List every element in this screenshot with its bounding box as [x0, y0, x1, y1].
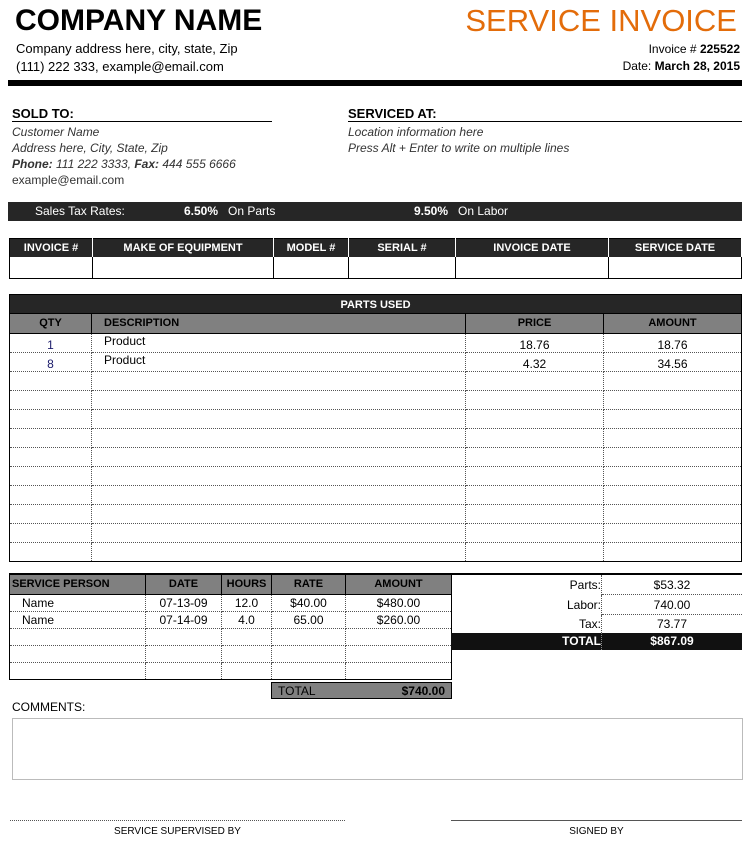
parts-cell[interactable] — [466, 409, 604, 428]
equipment-header: MAKE OF EQUIPMENT — [93, 239, 274, 258]
labor-cell[interactable] — [10, 662, 146, 679]
equipment-table — [9, 238, 742, 279]
parts-cell[interactable] — [604, 523, 742, 542]
parts-cell[interactable] — [466, 428, 604, 447]
parts-row — [10, 409, 742, 428]
labor-total-label: TOTAL — [278, 684, 316, 698]
equipment-cell[interactable] — [10, 257, 93, 278]
invoice-date-label: Date: — [622, 59, 652, 73]
parts-cell[interactable] — [92, 504, 466, 523]
labor-row — [10, 662, 452, 679]
parts-cell[interactable] — [604, 485, 742, 504]
equipment-cell[interactable] — [93, 257, 274, 278]
parts-cell[interactable] — [604, 447, 742, 466]
parts-cell[interactable] — [604, 390, 742, 409]
equipment-header: SERVICE DATE — [609, 239, 742, 258]
labor-cell[interactable] — [272, 628, 346, 645]
labor-header: SERVICE PERSON — [10, 574, 146, 594]
invoice-number-label: Invoice # — [648, 42, 697, 56]
parts-tax-label: On Parts — [228, 204, 276, 218]
parts-row — [10, 352, 742, 371]
parts-cell[interactable] — [10, 447, 92, 466]
parts-used-title: PARTS USED — [9, 294, 742, 314]
parts-cell[interactable]: 18.76 — [466, 333, 604, 352]
phone-label: Phone: — [12, 157, 53, 171]
labor-cell[interactable]: $260.00 — [346, 611, 452, 628]
company-address: Company address here, city, state, Zip — [16, 41, 238, 56]
tax-total-label: Tax: — [451, 615, 602, 633]
parts-cell[interactable]: Product — [92, 333, 466, 352]
labor-total-row — [271, 682, 452, 699]
parts-cell[interactable] — [10, 523, 92, 542]
grand-total-label: TOTAL — [451, 633, 602, 650]
parts-header: QTY — [10, 314, 92, 333]
parts-row — [10, 542, 742, 561]
labor-cell[interactable]: 07-14-09 — [146, 611, 222, 628]
customer-phone-fax — [12, 156, 236, 172]
parts-cell[interactable]: Product — [92, 352, 466, 371]
parts-tax-rate[interactable]: 6.50% — [184, 204, 219, 218]
labor-cell[interactable] — [222, 645, 272, 662]
labor-total-summary-label: Labor: — [451, 595, 602, 615]
phone-value: 111 222 3333, — [56, 157, 131, 171]
parts-cell[interactable] — [466, 485, 604, 504]
serviced-at-details[interactable] — [348, 124, 569, 156]
parts-row — [10, 428, 742, 447]
equipment-cell[interactable] — [349, 257, 456, 278]
parts-row — [10, 371, 742, 390]
labor-cell[interactable]: Name — [10, 594, 146, 611]
labor-total-value: $740.00 — [401, 684, 445, 698]
company-name: COMPANY NAME — [15, 4, 263, 37]
invoice-number — [649, 42, 740, 56]
parts-cell[interactable] — [92, 542, 466, 561]
parts-cell[interactable] — [466, 447, 604, 466]
parts-row — [10, 485, 742, 504]
supervised-signature-line[interactable] — [10, 820, 345, 821]
customer-address: Address here, City, State, Zip — [12, 141, 168, 155]
parts-row — [10, 447, 742, 466]
parts-cell[interactable] — [10, 485, 92, 504]
parts-cell[interactable] — [92, 390, 466, 409]
parts-row — [10, 390, 742, 409]
labor-cell[interactable] — [346, 645, 452, 662]
header-divider — [8, 80, 742, 86]
serviced-at-label: SERVICED AT: — [348, 106, 742, 122]
parts-cell[interactable] — [604, 409, 742, 428]
tax-total-value: 73.77 — [656, 617, 688, 631]
parts-cell[interactable] — [604, 542, 742, 561]
parts-row — [10, 523, 742, 542]
customer-name: Customer Name — [12, 125, 100, 139]
equipment-cell[interactable] — [456, 257, 609, 278]
labor-cell[interactable] — [10, 628, 146, 645]
parts-cell[interactable] — [10, 504, 92, 523]
parts-cell[interactable] — [92, 523, 466, 542]
labor-row — [10, 628, 452, 645]
equipment-header: INVOICE # — [10, 239, 93, 258]
parts-cell[interactable] — [92, 371, 466, 390]
parts-row — [10, 504, 742, 523]
parts-cell[interactable] — [466, 390, 604, 409]
invoice-date — [623, 59, 740, 73]
signed-signature-line[interactable] — [451, 820, 742, 821]
labor-cell[interactable]: 65.00 — [272, 611, 346, 628]
labor-table — [9, 573, 452, 680]
location-line-2: Press Alt + Enter to write on multiple lines — [348, 141, 570, 155]
labor-cell[interactable] — [146, 662, 222, 679]
equipment-cell[interactable] — [274, 257, 349, 278]
company-contact: (111) 222 333, example@email.com — [16, 59, 224, 74]
parts-cell[interactable] — [604, 466, 742, 485]
labor-cell[interactable]: $40.00 — [272, 594, 346, 611]
labor-cell[interactable] — [346, 628, 452, 645]
fax-label: Fax: — [134, 157, 160, 171]
equipment-cell[interactable] — [609, 257, 742, 278]
parts-cell[interactable] — [604, 371, 742, 390]
parts-cell[interactable] — [92, 428, 466, 447]
labor-header: DATE — [146, 574, 222, 594]
parts-cell[interactable] — [466, 504, 604, 523]
parts-cell[interactable] — [604, 504, 742, 523]
labor-cell[interactable] — [346, 662, 452, 679]
parts-header: PRICE — [466, 314, 604, 333]
comments-label: COMMENTS: — [12, 700, 86, 714]
supervised-label: SERVICE SUPERVISED BY — [114, 826, 241, 837]
parts-cell[interactable]: 1 — [10, 333, 92, 352]
parts-cell[interactable] — [466, 523, 604, 542]
parts-total-value: $53.32 — [602, 575, 742, 595]
invoice-title: SERVICE INVOICE — [465, 3, 737, 38]
labor-tax-rate[interactable]: 9.50% — [414, 204, 449, 218]
parts-cell[interactable]: 34.56 — [604, 352, 742, 371]
parts-cell[interactable] — [10, 428, 92, 447]
invoice-number-value[interactable]: 225522 — [699, 42, 740, 56]
parts-cell[interactable] — [10, 409, 92, 428]
labor-header-row — [10, 574, 452, 594]
labor-total-summary-value: 740.00 — [602, 595, 742, 615]
grand-total-value: $867.09 — [650, 634, 694, 648]
labor-header: AMOUNT — [346, 574, 452, 594]
parts-cell[interactable] — [466, 542, 604, 561]
labor-cell[interactable] — [146, 645, 222, 662]
parts-cell[interactable] — [10, 371, 92, 390]
labor-row — [10, 645, 452, 662]
parts-total-label: Parts: — [451, 575, 602, 595]
labor-cell[interactable] — [222, 628, 272, 645]
sold-to-label: SOLD TO: — [12, 106, 272, 122]
parts-cell[interactable] — [92, 466, 466, 485]
labor-cell[interactable] — [10, 645, 146, 662]
parts-cell[interactable] — [92, 485, 466, 504]
tax-rates-label: Sales Tax Rates: — [35, 204, 125, 218]
labor-tax-label: On Labor — [458, 204, 509, 218]
labor-cell[interactable]: 12.0 — [222, 594, 272, 611]
parts-table — [9, 314, 742, 562]
labor-header: HOURS — [222, 574, 272, 594]
labor-cell[interactable] — [272, 645, 346, 662]
parts-cell[interactable] — [10, 466, 92, 485]
labor-cell[interactable]: Name — [10, 611, 146, 628]
equipment-header: MODEL # — [274, 239, 349, 258]
parts-row — [10, 466, 742, 485]
labor-cell[interactable]: 4.0 — [222, 611, 272, 628]
totals-summary — [451, 573, 742, 650]
tax-rates-bar — [8, 202, 742, 221]
labor-cell[interactable]: $480.00 — [346, 594, 452, 611]
labor-cell[interactable] — [146, 628, 222, 645]
parts-cell[interactable] — [466, 466, 604, 485]
labor-row — [10, 611, 452, 628]
fax-value: 444 555 6666 — [162, 157, 236, 171]
labor-row — [10, 594, 452, 611]
sold-to-details[interactable] — [12, 124, 236, 188]
signed-label: SIGNED BY — [569, 826, 624, 837]
comments-box[interactable] — [12, 718, 743, 780]
parts-header: AMOUNT — [604, 314, 742, 333]
parts-row — [10, 333, 742, 352]
parts-cell[interactable] — [604, 428, 742, 447]
labor-header: RATE — [272, 574, 346, 594]
parts-cell[interactable]: 4.32 — [466, 352, 604, 371]
parts-cell[interactable]: 18.76 — [604, 333, 742, 352]
parts-cell[interactable] — [92, 409, 466, 428]
equipment-header: INVOICE DATE — [456, 239, 609, 258]
parts-header: DESCRIPTION — [92, 314, 466, 333]
customer-email: example@email.com — [12, 173, 125, 187]
labor-cell[interactable] — [222, 662, 272, 679]
parts-cell[interactable] — [10, 390, 92, 409]
equipment-header: SERIAL # — [349, 239, 456, 258]
location-line-1: Location information here — [348, 125, 484, 139]
labor-cell[interactable] — [272, 662, 346, 679]
invoice-date-value[interactable]: March 28, 2015 — [654, 59, 740, 73]
labor-cell[interactable]: 07-13-09 — [146, 594, 222, 611]
parts-cell[interactable] — [92, 447, 466, 466]
parts-cell[interactable]: 8 — [10, 352, 92, 371]
parts-cell[interactable] — [10, 542, 92, 561]
parts-cell[interactable] — [466, 371, 604, 390]
parts-header-row — [10, 314, 742, 333]
